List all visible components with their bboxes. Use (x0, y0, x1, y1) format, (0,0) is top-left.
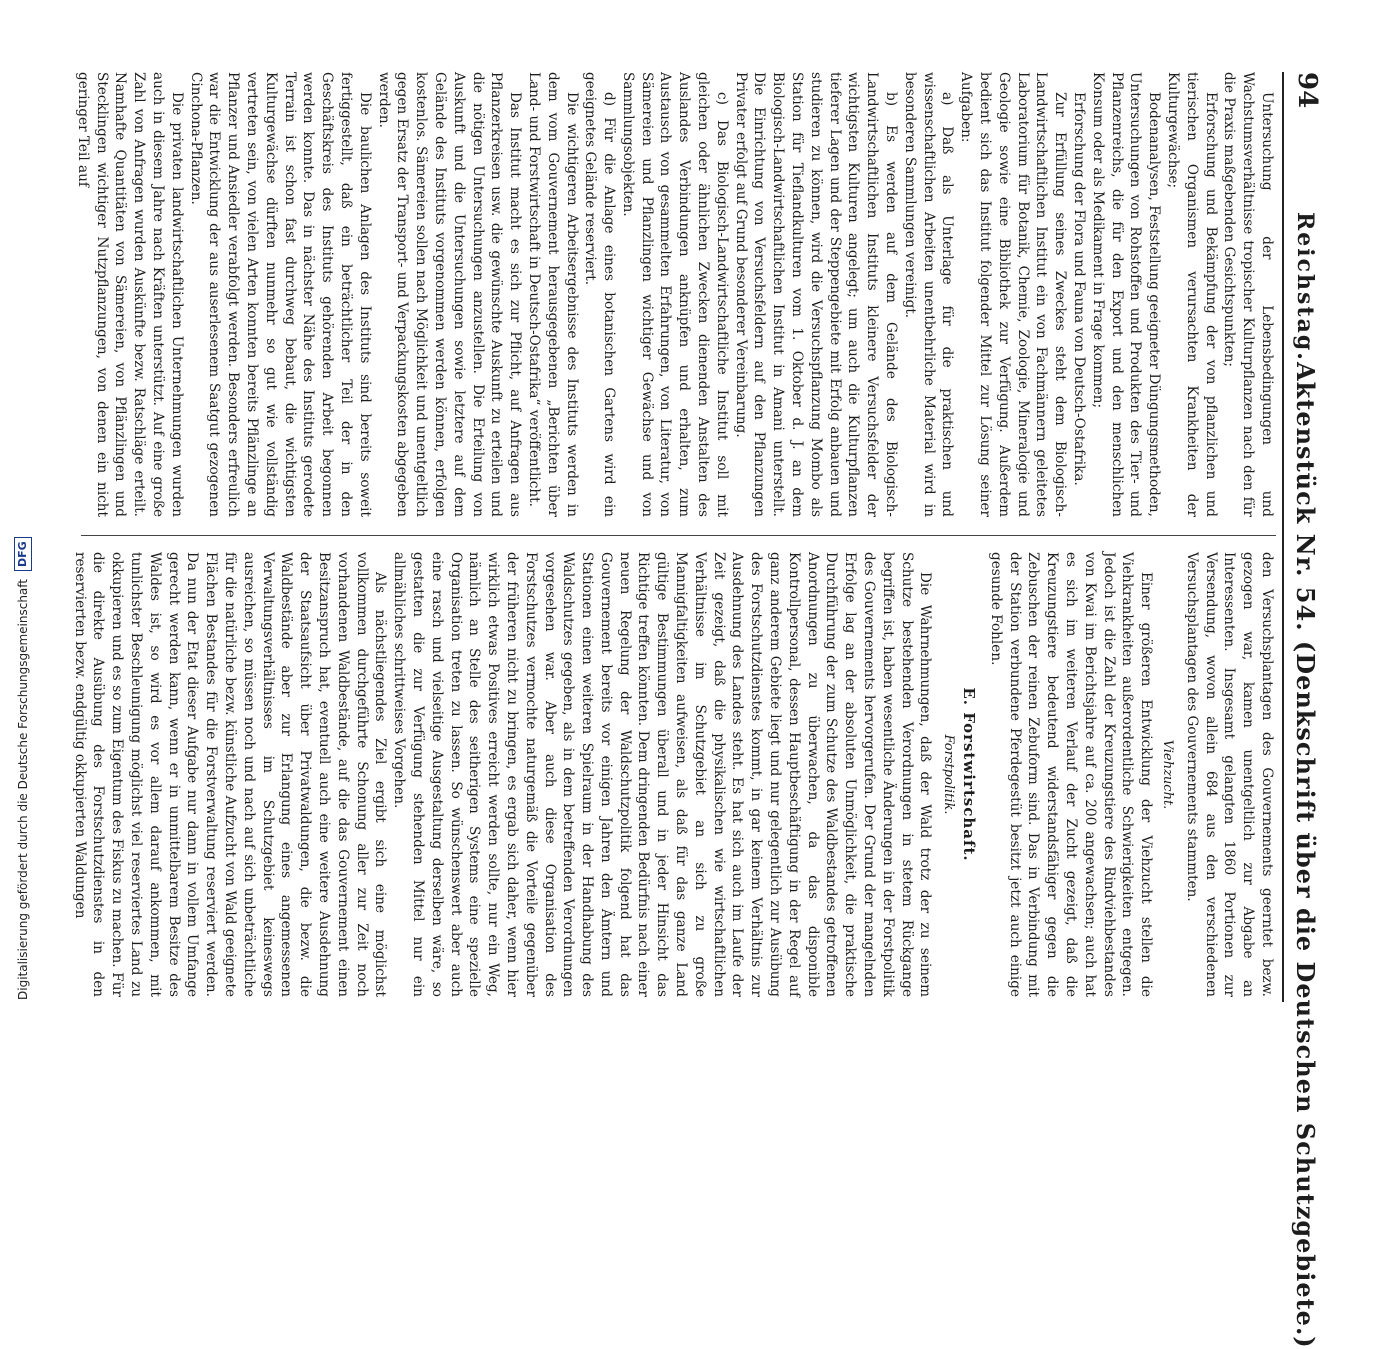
credit-text: Digitalisierung gefördert durch die Deutsche Forschungsgemeinschaft (16, 578, 30, 1000)
paragraph: Das Institut macht es sich zur Pflicht, auf Anfragen aus Pflanzerkreisen usw. die gewünschte Auskunft zu erteilen und die nötigen Untersuchungen anzustellen. Die Erteilung von Auskunft und die Untersuchungen sowie letztere auf dem Gelände des Instituts vorgenommen werden können, erfolgen kostenlos. Sämereien sollen nach Möglichkeit und unentgeltlich gegen Ersatz der Transport- und Verpackungskosten abgegeben werden. (375, 72, 524, 518)
paragraph: Einer größeren Entwicklung der Viehzucht stellen die Viehkrankheiten außerordentliche Schwierigkeiten entgegen. Jedoch ist die Zahl der Kreuzungstiere des Rindviehbestandes von Kwai im Berichtsjahre auf ca. 200 angewachsen; auch hat es sich im weiteren Verlauf der Zucht gezeigt, daß die Kreuzungstiere bedeutend widerstandsfähiger gegen die Zebuschen der reinen Zebuform sind. Das in Verbindung mit der Station verbundene Pferdegestüt besitzt jetzt auch einige gesunde Fohlen. (987, 552, 1155, 997)
page-header (1282, 72, 1324, 1349)
paragraph: Bodenanalysen, Feststellung geeigneter Düngungsmethoden, Untersuchungen von Rohstoffen und Produkten des Tier- und Pflanzenreichs, die für den Export und den menschlichen Konsum oder als Medikament in Frage kommen; (1089, 72, 1163, 517)
paragraph: Erforschung und Bekämpfung der von pflanzlichen und tierischen Organismen verursachten Krankheiten der Kulturgewächse; (1165, 72, 1219, 517)
right-column (71, 552, 1276, 997)
paragraph: Untersuchung der Lebensbedingungen und Wachstumsverhältnisse tropischer Kulturpflanzen nach den für die Praxis maßgebenden Gesichtspunkten; (1221, 72, 1275, 517)
list-item: b) Es werden auf dem Gelände des Biologisch-Landwirtschaftlichen Instituts kleinere Versuchsfelder der wichtigsten Kulturen angelegt; um auch die Kulturpflanzen tieferer Lagen und der Steppengebiete mit Erfolg anbauen und studieren zu können, wird die Versuchspflanzung Mombo als Station für Tieflandkulturen vom 1. Oktober d. J. an dem Biologisch-Landwirtschaftlichen Institut in Amani unterstellt. Die Einrichtung von Versuchsfeldern auf den Pflanzungen Privater erfolgt auf Grund besonderer Vereinbarung. (732, 72, 900, 517)
paragraph: den Versuchsplantagen des Gouvernements geerntet bezw. gezogen war, kamen unentgeltlich zur Abgabe an Interessenten. Insgesamt gelangten 1860 Portionen zur Versendung, wovon allein 684 aus den verschiedenen Versuchsplantagen des Gouvernements stammten. (1183, 552, 1275, 997)
running-head-left: Reichstag. (1292, 212, 1318, 362)
paragraph: Die Wahrnehmungen, daß der Wald trotz der zu seinem Schutze bestehenden Verordnungen in stetem Rückgange begriffen ist, haben wesentliche Änderungen in der Forstpolitik des Gouvernements hervorgerufen. Der Grund der mangelnden Erfolge lag an der absoluten Unmöglichkeit, die praktische Durchführung der zum Schutze des Waldbestandes getroffenen Anordnungen zu überwachen, da das disponible Kontrollpersonal, dessen Hauptbeschäftigung in der Regel auf ganz anderem Gebiete liegt und nur gelegentlich zur Ausübung des Forstschutzdienstes kommt, in gar keinem Verhältnis zur Ausdehnung des Landes steht. Es hat sich auch im Laufe der Zeit gezeigt, daß die physikalischen wie wirtschaftlichen Verhältnisse im Schutzgebiet an sich zu große Mannigfaltigkeiten aufweisen, als daß für das ganze Land gültige Bestimmungen überall und in jeder Hinsicht das Richtige treffen könnten. Dem dringenden Bedürfnis nach einer neuen Regelung der Waldschutzpolitik folgend hat das Gouvernement bereits vor einigen Jahren den Ämtern und Stationen einen weiteren Spielraum in der Handhabung des Waldschutzes gegeben, als in dem betreffenden Verordnungen vorgesehen war. Aber auch diese Organisation des Forstschutzes vermochte naturgemäß die Vorteile gegenüber der früheren nicht zu bringen, es ergab sich daher, wenn hier wirklich etwas Positives erreicht werden sollte, nur ein Weg, nämlich an Stelle des seitherigen Systems eine spezielle Organisation treten zu lassen. So wünschenswert aber auch eine rasch und vielseitige Ausgestaltung derselben wäre, so gestatten die zur Verfügung stehenden Mittel nur ein allmähliches schrittweises Vorgehen. (391, 552, 934, 997)
paragraph: Als nächstliegendes Ziel ergibt sich eine möglichst vollkommen durchgeführte Schonung aller zur Zeit noch vorhandenen Waldbestände, auf die das Gouvernement einen Besitzanspruch hat, eventuell auch eine weitere Ausdehnung der Staatsaufsicht über Privatwaldungen, die bezw. die Waldbestände aber zur Erlangung eines angemessenen Verwaltungsverhältnisses im Schutzgebiet keineswegs ausreichen, so müssen noch und nach auf sich unbeträchtliche für die natürliche bezw. künstliche Aufzucht von Wald geeignete Flächen Bestandes für die Forstverwaltung reserviert werden. Da nun der Etat dieser Aufgabe nur dann in vollem Umfange gerecht werden kann, wenn er in unmittelbarem Besitze des Waldes ist, so wird es vor allem darauf ankommen, mit tunlichster Beschleunigung möglichst viel reserviertes Land zu okkupieren und es so zum Eigentum des Fiskus zu machen. Für die direkte Ausübung des Forstschutzdienstes in den reservierten bezw. endgültig okkupierten Waldungen (71, 552, 389, 997)
paragraph: Die wichtigeren Arbeitsergebnisse des Instituts werden in dem vom Gouvernement herausgegebenen „Berichten über Land- und Forstwirtschaft in Deutsch-Ostafrika“ veröffentlicht. (525, 72, 580, 517)
column-divider (81, 535, 1276, 536)
paragraph: Die baulichen Anlagen des Instituts sind bereits soweit fertiggestellt, daß ein beträchtlicher Teil der in den Geschäftskreis des Instituts gehörenden Arbeit begonnen werden konnte. Das in nächster Nähe des Instituts gerodete Terrain ist schon fast durchweg bebaut, die wichtigsten Kulturgewächse dürften nunmehr so gut wie vollständig vertreten sein, von vielen Arten konnten bereits Pflänzlinge an Pflanzer und Ansiedler verabfolgt werden. Besonders erfreulich war die Entwicklung der aus auserlesenem Saatgut gezogenen Cinchona-Pflanzen. (187, 72, 373, 517)
paragraph: Erforschung der Flora und Fauna von Deutsch-Ostafrika. (1071, 92, 1088, 486)
list-item: c) Das Biologisch-Landwirtschaftliche Institut soll mit gleichen oder ähnlichen Zwecken dienenden Anstalten des Auslandes Verbindungen anknüpfen und erhalten, zum Austausch von gesammelten Erfahrungen, von Literatur, von Sämereien und Pflanzlingen wichtiger Gewächse und von Sammlungsobjekten. (619, 72, 730, 517)
rotated-page (71, 72, 1324, 1349)
left-column (74, 72, 1276, 518)
list-item: a) Daß als Unterlage für die praktischen und wissenschaftlichen Arbeiten unentbehrliche Material wird in besonderen Sammlungen vereinigt. (901, 72, 956, 517)
running-head-right: Aktenstück Nr. 54. (Denkschrift über die Deutschen Schutzgebiete.) (1291, 362, 1320, 1349)
paragraph: Zur Erfüllung seines Zweckes steht dem Biologisch-Landwirtschaftlichen Institut ein von Fachmännern geleitetes Laboratorium für Botanik, Chemie, Zoologie, Mineralogie und Geologie sowie eine Bibliothek zur Verfügung. Außerdem bedient sich das Institut folgender Mittel zur Lösung seiner Aufgaben: (958, 72, 1069, 517)
section-subheading: Forstpolitik. (941, 734, 957, 815)
page-number: 94 (1292, 72, 1322, 109)
paragraph: Die privaten landwirtschaftlichen Unternehmungen wurden auch in diesem Jahre nach Kräften unterstützt. Auf eine große Zahl von Anfragen wurden Auskünfte bezw. Ratschläge erteilt. Namhafte Quantitäten von Sämereien, von Pflänzlingen und Stecklingen wichtiger Nutzpflanzungen, von denen ein nicht geringer Teil auf (74, 72, 185, 517)
dfg-logo-icon: DFG (14, 537, 32, 571)
digitization-credit (12, 0, 34, 1000)
subheading-viehzucht: Viehzucht. (1160, 739, 1176, 810)
list-item: d) Für die Anlage eines botanischen Gartens wird ein geeignetes Gelände reserviert. (582, 72, 618, 517)
section-heading: E. Forstwirtschaft. (960, 687, 979, 862)
